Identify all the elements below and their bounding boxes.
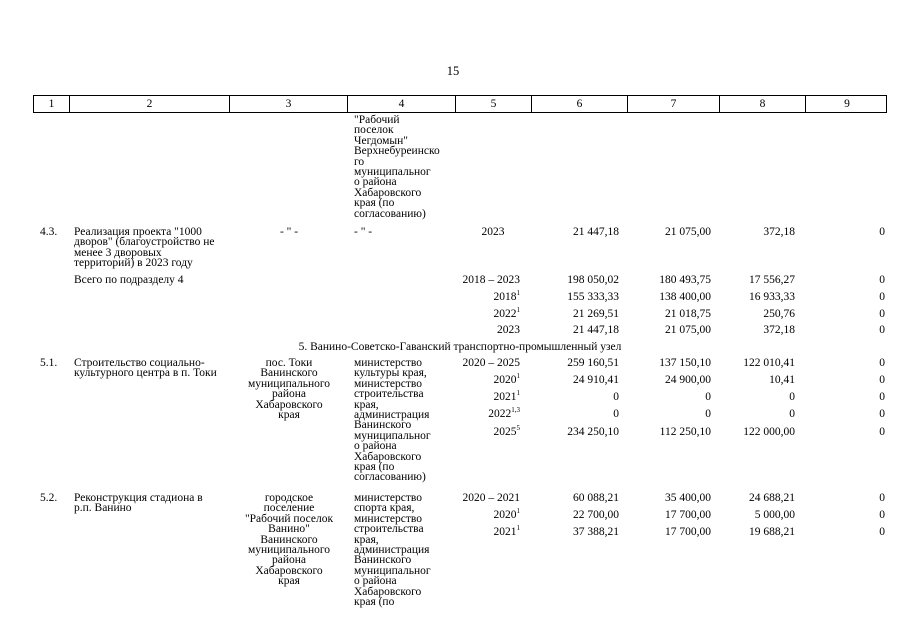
row-4-3-col8: 372,18 bbox=[763, 226, 795, 238]
row-5-1-year: 2020$^1$ bbox=[493, 372, 520, 386]
row-5-1-col8: 122 000,00 bbox=[743, 426, 795, 438]
row-4-3-col4: - " - bbox=[354, 226, 373, 238]
header-col-4: 4 bbox=[348, 96, 456, 112]
row-5-2-col6: 37 388,21 bbox=[573, 526, 619, 538]
total-4-col6: 21 269,51 bbox=[573, 308, 619, 320]
row-5-1-col8: 122 010,41 bbox=[743, 357, 795, 369]
row-5-1-col4: министерство культуры края, министерство строительства края, администрация Ванинского муниципальног о района Хабаровского края (по согласованию) bbox=[354, 357, 431, 484]
total-4-col9: 0 bbox=[879, 291, 885, 303]
row-4-3-col3: - " - bbox=[279, 226, 299, 238]
row-4-3-col9: 0 bbox=[879, 226, 885, 238]
row-5-1-col8: 0 bbox=[789, 408, 795, 420]
row-5-2-col6: 22 700,00 bbox=[573, 509, 619, 521]
total-4-year: 2023 bbox=[497, 324, 520, 336]
row-4-3-name: Реализация проекта "1000 дворов" (благоустройство не менее 3 дворовых территорий) в 2023 году bbox=[74, 226, 215, 270]
row-5-1-year: 2025$^5$ bbox=[493, 424, 520, 438]
row-5-2-col4: министерство спорта края, министерство строительства края, администрация Ванинского муниципальног о района Хабаровского края (по bbox=[354, 492, 431, 609]
row-4-3-number: 4.3. bbox=[40, 226, 58, 238]
row-5-2-col8: 24 688,21 bbox=[749, 492, 795, 504]
row-5-1-year: 2022$^{1,3}$ bbox=[488, 406, 520, 420]
row-5-1-number: 5.1. bbox=[40, 357, 58, 369]
row-5-2-col3: городское поселение "Рабочий поселок Ванино" Ванинского муниципального района Хабаровского края bbox=[244, 492, 334, 588]
row-5-1-col9: 0 bbox=[879, 408, 885, 420]
row-5-2-col8: 5 000,00 bbox=[754, 509, 795, 521]
row-5-1-col3: пос. Токи Ванинского муниципального района Хабаровского края bbox=[247, 357, 331, 422]
total-4-col8: 17 556,27 bbox=[749, 274, 795, 286]
row-5-1-year: 2021$^1$ bbox=[493, 389, 520, 403]
total-4-col9: 0 bbox=[879, 324, 885, 336]
row-5-2-col7: 17 700,00 bbox=[665, 526, 711, 538]
row-5-2-col9: 0 bbox=[879, 509, 885, 521]
total-4-year: 2018$^1$ bbox=[493, 289, 520, 303]
header-col-9: 9 bbox=[844, 98, 850, 110]
row-5-1-col9: 0 bbox=[879, 357, 885, 369]
row-5-1-col8: 10,41 bbox=[769, 374, 795, 386]
row-5-2-col7: 35 400,00 bbox=[665, 492, 711, 504]
row-5-2-number: 5.2. bbox=[40, 492, 58, 504]
row-5-1-col6: 24 910,41 bbox=[573, 374, 619, 386]
header-col-2: 2 bbox=[70, 96, 230, 112]
row-4-3-year: 2023 bbox=[481, 226, 505, 238]
row-5-1-col6: 259 160,51 bbox=[567, 357, 619, 369]
total-4-col6: 21 447,18 bbox=[573, 324, 619, 336]
row-5-2-col9: 0 bbox=[879, 492, 885, 504]
total-4-col8: 250,76 bbox=[763, 308, 795, 320]
row-5-1-col7: 0 bbox=[705, 391, 711, 403]
row-5-1-name: Строительство социально- культурного центра в п. Токи bbox=[74, 357, 217, 380]
total-4-col9: 0 bbox=[879, 308, 885, 320]
row-5-2-col7: 17 700,00 bbox=[665, 509, 711, 521]
row-5-1-col8: 0 bbox=[789, 391, 795, 403]
header-col-6: 6 bbox=[532, 96, 628, 112]
row-5-1-col6: 234 250,10 bbox=[567, 426, 619, 438]
row-5-2-col6: 60 088,21 bbox=[573, 492, 619, 504]
row-5-2-year: 2021$^1$ bbox=[493, 524, 520, 538]
row-5-1-col7: 112 250,10 bbox=[659, 426, 711, 438]
total-4-col7: 138 400,00 bbox=[659, 291, 711, 303]
total-4-year: 2022$^1$ bbox=[493, 306, 520, 320]
total-4-year: 2018 – 2023 bbox=[462, 274, 520, 286]
total-4-col7: 21 018,75 bbox=[665, 308, 711, 320]
row-5-1-col7: 0 bbox=[705, 408, 711, 420]
row-5-1-col6: 0 bbox=[613, 391, 619, 403]
table-header bbox=[33, 95, 887, 113]
row-5-1-col6: 0 bbox=[613, 408, 619, 420]
total-4-col6: 155 333,33 bbox=[567, 291, 619, 303]
total-4-col7: 21 075,00 bbox=[665, 324, 711, 336]
page-number: 15 bbox=[446, 64, 460, 78]
row-5-2-year: 2020$^1$ bbox=[493, 507, 520, 521]
row-5-1-col7: 137 150,10 bbox=[659, 357, 711, 369]
total-4-col9: 0 bbox=[879, 274, 885, 286]
header-col-7: 7 bbox=[628, 96, 720, 112]
header-col-8: 8 bbox=[720, 96, 806, 112]
header-col-3: 3 bbox=[230, 96, 348, 112]
header-col-1: 1 bbox=[34, 96, 70, 112]
row-5-2-year: 2020 – 2021 bbox=[462, 492, 520, 504]
row-5-1-col9: 0 bbox=[879, 426, 885, 438]
total-4-col7: 180 493,75 bbox=[659, 274, 711, 286]
row-5-2-col8: 19 688,21 bbox=[749, 526, 795, 538]
continued-executor-text: "Рабочий поселок Чегдомын" Верхнебуреинско го муниципальног о района Хабаровского края (по согласованию) bbox=[354, 114, 440, 220]
total-4-col6: 198 050,02 bbox=[567, 274, 619, 286]
row-5-1-col7: 24 900,00 bbox=[665, 374, 711, 386]
total-4-col8: 16 933,33 bbox=[749, 291, 795, 303]
row-5-1-col9: 0 bbox=[879, 391, 885, 403]
row-5-1-col9: 0 bbox=[879, 374, 885, 386]
total-4-col8: 372,18 bbox=[763, 324, 795, 336]
row-5-1-year: 2020 – 2025 bbox=[462, 357, 520, 369]
row-5-2-name: Реконструкция стадиона в р.п. Ванино bbox=[74, 492, 203, 515]
row-4-3-total: 21 447,18 bbox=[573, 226, 619, 238]
row-5-2-col9: 0 bbox=[879, 526, 885, 538]
section-5-heading: 5. Ванино-Советско-Гаванский транспортно-промышленный узел bbox=[298, 341, 622, 353]
header-col-5: 5 bbox=[456, 96, 532, 112]
total-4-label: Всего по подразделу 4 bbox=[74, 274, 184, 286]
row-4-3-col7: 21 075,00 bbox=[665, 226, 711, 238]
